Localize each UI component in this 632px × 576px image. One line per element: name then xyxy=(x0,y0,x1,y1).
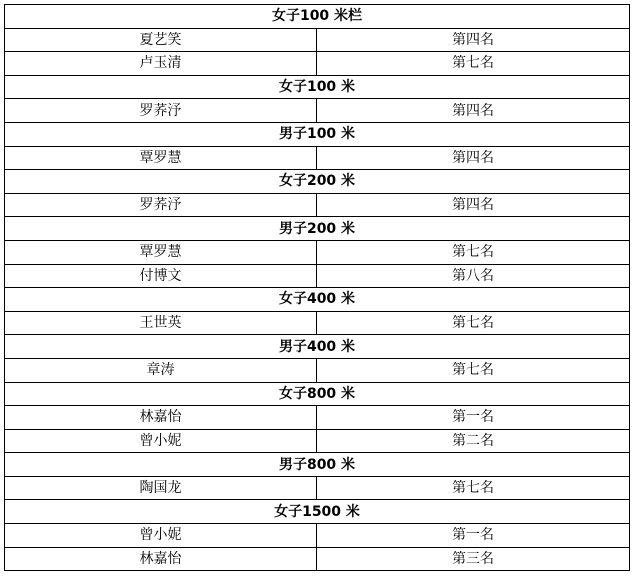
athlete-rank: 第四名 xyxy=(317,99,630,123)
result-row xyxy=(5,358,630,382)
result-row xyxy=(5,547,630,571)
athlete-name: 罗荞汿 xyxy=(5,193,317,217)
event-header-row xyxy=(5,500,630,524)
athlete-rank: 第七名 xyxy=(317,52,630,76)
result-row xyxy=(5,240,630,264)
event-title: 男子800 米 xyxy=(5,453,630,477)
event-title: 女子100 米栏 xyxy=(5,5,630,29)
athlete-rank: 第七名 xyxy=(317,476,630,500)
event-header-row xyxy=(5,217,630,241)
athlete-name: 王世英 xyxy=(5,311,317,335)
event-title: 男子400 米 xyxy=(5,335,630,359)
result-row xyxy=(5,146,630,170)
athlete-rank: 第七名 xyxy=(317,311,630,335)
athlete-rank: 第二名 xyxy=(317,429,630,453)
event-header-row xyxy=(5,382,630,406)
event-title: 女子800 米 xyxy=(5,382,630,406)
athlete-rank: 第一名 xyxy=(317,524,630,548)
result-row xyxy=(5,99,630,123)
result-row xyxy=(5,52,630,76)
athlete-name: 林嘉怡 xyxy=(5,406,317,430)
athlete-name: 覃罗慧 xyxy=(5,240,317,264)
event-title: 男子200 米 xyxy=(5,217,630,241)
athlete-rank: 第一名 xyxy=(317,406,630,430)
athlete-rank: 第四名 xyxy=(317,146,630,170)
event-header-row xyxy=(5,288,630,312)
athlete-name: 卢玉清 xyxy=(5,52,317,76)
event-header-row xyxy=(5,5,630,29)
athlete-rank: 第四名 xyxy=(317,28,630,52)
event-header-row xyxy=(5,335,630,359)
athlete-name: 曾小妮 xyxy=(5,429,317,453)
athlete-rank: 第七名 xyxy=(317,240,630,264)
athlete-name: 罗荞汿 xyxy=(5,99,317,123)
athlete-rank: 第四名 xyxy=(317,193,630,217)
result-row xyxy=(5,429,630,453)
event-title: 男子100 米 xyxy=(5,122,630,146)
result-row xyxy=(5,406,630,430)
event-title: 女子400 米 xyxy=(5,288,630,312)
result-row xyxy=(5,264,630,288)
athlete-rank: 第七名 xyxy=(317,358,630,382)
results-table xyxy=(4,4,630,571)
event-header-row xyxy=(5,75,630,99)
event-title: 女子100 米 xyxy=(5,75,630,99)
event-title: 女子200 米 xyxy=(5,170,630,194)
result-row xyxy=(5,476,630,500)
event-header-row xyxy=(5,170,630,194)
athlete-rank: 第三名 xyxy=(317,547,630,571)
athlete-name: 陶国龙 xyxy=(5,476,317,500)
athlete-name: 覃罗慧 xyxy=(5,146,317,170)
result-row xyxy=(5,311,630,335)
athlete-rank: 第八名 xyxy=(317,264,630,288)
result-row xyxy=(5,524,630,548)
event-title: 女子1500 米 xyxy=(5,500,630,524)
athlete-name: 付博文 xyxy=(5,264,317,288)
event-header-row xyxy=(5,122,630,146)
results-table-body xyxy=(5,5,630,571)
athlete-name: 夏艺笑 xyxy=(5,28,317,52)
athlete-name: 曾小妮 xyxy=(5,524,317,548)
event-header-row xyxy=(5,453,630,477)
result-row xyxy=(5,28,630,52)
athlete-name: 林嘉怡 xyxy=(5,547,317,571)
athlete-name: 章涛 xyxy=(5,358,317,382)
result-row xyxy=(5,193,630,217)
